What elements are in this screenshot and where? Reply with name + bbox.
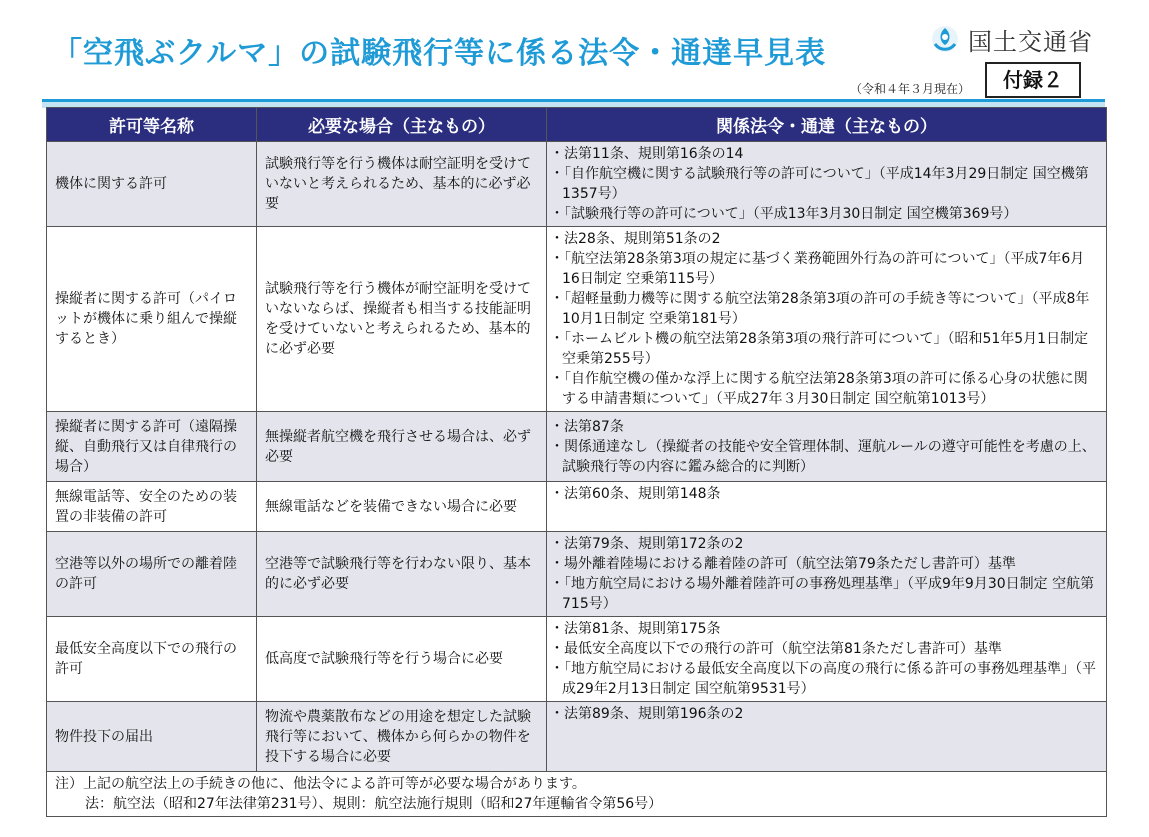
permit-name: 機体に関する許可 [47,142,257,227]
related-laws [547,412,1107,482]
law-item: ・ 「地方航空局における最低安全高度以下の高度の飛行に係る許可の事務処理基準」（平成29年2月13日制定 国空航第9531号） [555,659,1098,699]
related-laws [547,142,1107,227]
ministry-name: 国土交通省 [968,27,1093,56]
permits-table [46,107,1107,817]
note-line-1: 注）上記の航空法上の手続きの他に、他法令による許可等が必要な場合があります。 [55,776,586,792]
permit-name: 無線電話等、安全のための装置の非装備の許可 [47,482,257,532]
required-when: 空港等で試験飛行等を行わない限り、基本的に必ず必要 [257,532,547,617]
related-laws [547,227,1107,412]
table-note-row [47,772,1107,817]
table-row [47,142,1107,227]
law-item: ・ 法第81条、規則第175条 [555,619,1098,639]
table-header-row [47,108,1107,142]
table-row [47,702,1107,772]
law-item: ・ 「航空法第28条第3項の規定に基づく業務範囲外行為の許可について」（平成7年6月16日制定 空乗第115号） [555,249,1098,289]
appendix-label: 付録２ [985,62,1081,98]
law-item: ・ 法28条、規則第51条の2 [555,229,1098,249]
table-row [47,412,1107,482]
law-item: ・ 「地方航空局における場外離着陸許可の事務処理基準」（平成9年9月30日制定 空航第715号） [555,574,1098,614]
law-item: ・ 「ホームビルト機の航空法第28条第3項の飛行許可について」（昭和51年5月1日制定 空乗第255号） [555,329,1098,369]
table-row [47,482,1107,532]
mlit-logo-icon [930,24,960,54]
note-line-2: 法：航空法（昭和27年法律第231号）、規則：航空法施行規則（昭和27年運輸省令第56号） [85,796,663,812]
required-when: 試験飛行等を行う機体は耐空証明を受けていないと考えられるため、基本的に必ず必要 [257,142,547,227]
law-item: ・ 最低安全高度以下での飛行の許可（航空法第81条ただし書許可）基準 [555,639,1098,659]
required-when: 試験飛行等を行う機体が耐空証明を受けていないならば、操縦者も相当する技能証明を受けていないと考えられるため、基本的に必ず必要 [257,227,547,412]
required-when: 物流や農薬散布などの用途を想定した試験飛行等において、機体から何らかの物件を投下する場合に必要 [257,702,547,772]
law-item: ・ 「超軽量動力機等に関する航空法第28条第3項の許可の手続き等について」（平成8年10月1日制定 空乗第181号） [555,289,1098,329]
law-item: ・ 法第11条、規則第16条の14 [555,144,1098,164]
law-item: ・ 場外離着陸場における離着陸の許可（航空法第79条ただし書許可）基準 [555,554,1098,574]
column-header-laws: 関係法令・通達（主なもの） [547,108,1107,142]
law-item: ・ 法第60条、規則第148条 [555,484,1098,504]
related-laws [547,482,1107,532]
law-item: ・ 法第87条 [555,417,1098,437]
law-item: ・ 「自作航空機に関する試験飛行等の許可について」（平成14年3月29日制定 国空機第1357号） [555,164,1098,204]
related-laws [547,617,1107,702]
permit-name: 操縦者に関する許可（パイロットが機体に乗り組んで操縦するとき） [47,227,257,412]
law-item: ・ 法第79条、規則第172条の2 [555,534,1098,554]
required-when: 低高度で試験飛行等を行う場合に必要 [257,617,547,702]
law-item: ・ 「自作航空機の僅かな浮上に関する航空法第28条第3項の許可に係る心身の状態に関する申請書類について」（平成27年３月30日制定 国空航第1013号） [555,369,1098,409]
table-row [47,532,1107,617]
permit-name: 操縦者に関する許可（遠隔操縦、自動飛行又は自律飛行の場合） [47,412,257,482]
permit-name: 空港等以外の場所での離着陸の許可 [47,532,257,617]
related-laws [547,532,1107,617]
table-row [47,227,1107,412]
table-row [47,617,1107,702]
law-item: ・ 「試験飛行等の許可について」（平成13年3月30日制定 国空機第369号） [555,204,1098,224]
law-item: ・ 関係通達なし（操縦者の技能や安全管理体制、運航ルールの遵守可能性を考慮の上、試験飛行等の内容に鑑み総合的に判断） [555,437,1098,477]
as-of-date: （令和４年３月現在） [850,82,971,96]
related-laws [547,702,1107,772]
permit-name: 物件投下の届出 [47,702,257,772]
law-item: ・ 法第89条、規則第196条の2 [555,704,1098,724]
page-title: 「空飛ぶクルマ」の試験飛行等に係る法令・通達早見表 [52,36,827,71]
permit-name: 最低安全高度以下での飛行の許可 [47,617,257,702]
required-when: 無操縦者航空機を飛行させる場合は、必ず必要 [257,412,547,482]
table-note [47,772,1107,817]
ministry-logo [930,22,1093,56]
required-when: 無線電話などを装備できない場合に必要 [257,482,547,532]
column-header-permit: 許可等名称 [47,108,257,142]
column-header-when: 必要な場合（主なもの） [257,108,547,142]
